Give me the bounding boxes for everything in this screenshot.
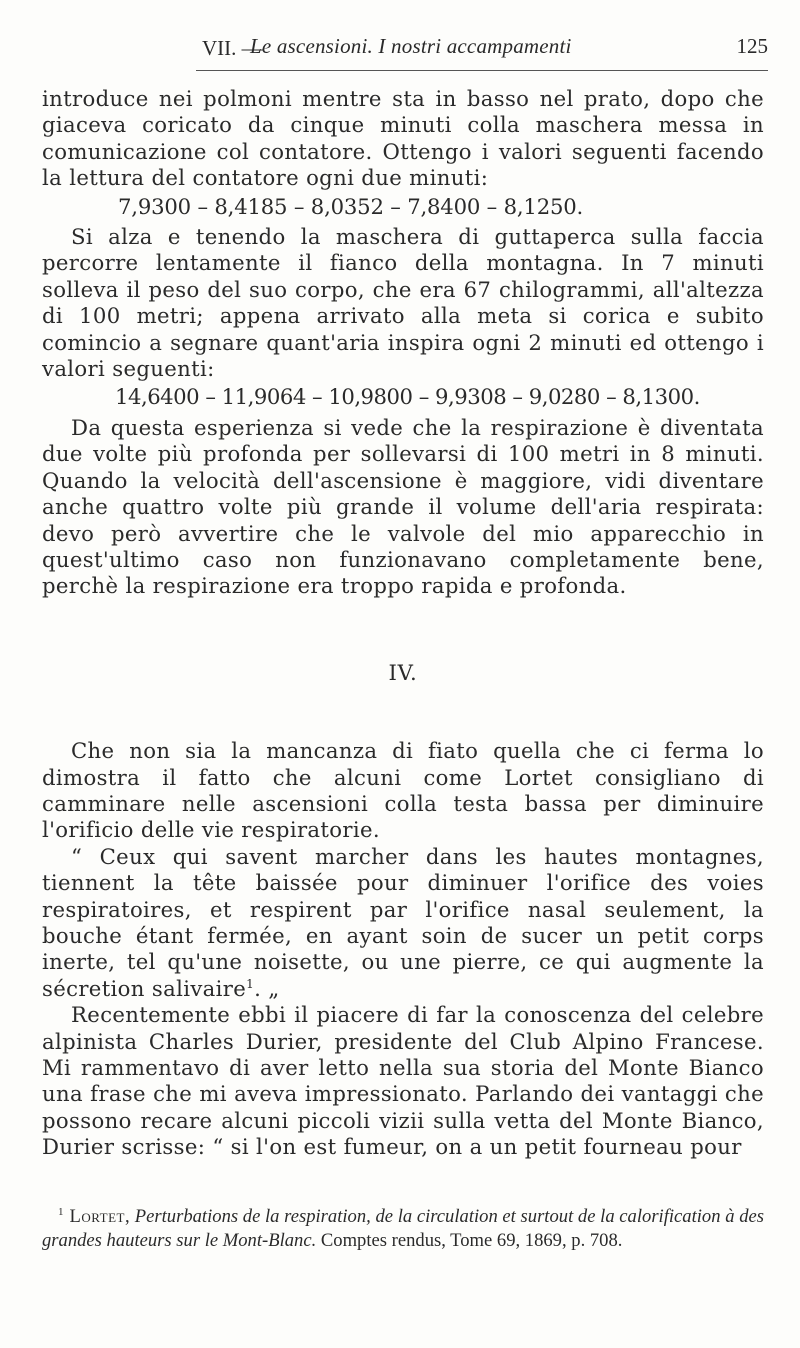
footnote-number: 1 <box>58 1205 64 1218</box>
footnote-author: Lortet, <box>69 1206 131 1227</box>
footnote-title: Perturbations de la respiration, de la circulation et surtout de la calorification à des grandes hauteurs sur le Mont-Blanc. <box>42 1206 764 1251</box>
paragraph: Si alza e tenendo la maschera di guttaperca sulla faccia percorre lentamente il fianco della montagna. In 7 minuti solleva il peso del suo corpo, che era 67 chilogrammi, all'altezza di 100 metri; appena arrivato alla meta si corica e subito comincio a segnare quant'aria inspira ogni 2 minuti ed ottengo i valori seguenti: <box>42 224 764 382</box>
measurement-values: 14,6400 – 11,9064 – 10,9800 – 9,9308 – 9,0280 – 8,1300. <box>115 384 700 410</box>
footnote <box>42 1205 764 1252</box>
paragraph: Recentemente ebbi il piacere di far la conoscenza del celebre alpinista Charles Durier, presidente del Club Alpino Francese. Mi rammentavo di aver letto nella sua storia del Monte Bianco una frase che mi aveva impressionato. Parlando dei vantaggi che possono recare alcuni piccoli vizii sulla vetta del Monte Bianco, Durier scrisse: “ si l'on est fumeur, on a un petit fourneau pour <box>42 1002 764 1160</box>
footnotes <box>42 1205 764 1252</box>
paragraph: introduce nei polmoni mentre sta in basso nel prato, dopo che giaceva coricato da cinque minuti colla maschera messa in comunicazione col contatore. Ottengo i valori seguenti facendo la lettura del contatore ogni due minuti: <box>42 86 764 191</box>
footnote-source: Comptes rendus, Tome 69, 1869, p. 708. <box>320 1229 623 1251</box>
quotation-end: . „ <box>254 975 280 1001</box>
footnote-reference[interactable]: 1 <box>246 976 255 991</box>
section-heading: IV. <box>388 659 418 685</box>
header-rule <box>196 70 768 71</box>
quotation-paragraph <box>42 844 764 1002</box>
main-text <box>42 86 764 1161</box>
page-number: 125 <box>736 34 768 58</box>
chapter-number: VII. — <box>202 36 263 60</box>
paragraph: Che non sia la mancanza di fiato quella che ci ferma lo dimostra il fatto che alcuni come Lortet consigliano di camminare nelle ascensioni colla testa bassa per diminuire l'orificio delle vie respiratorie. <box>42 738 764 843</box>
running-header <box>190 30 768 66</box>
quotation-text: “ Ceux qui savent marcher dans les hautes montagnes, tiennent la tête baissée pour diminuer l'orifice des voies respiratoires, et respirent par l'orifice nasal seulement, la bouche étant fermée, en ayant soin de sucer un petit corps inerte, tel qu'une noisette, ou une pierre, ce qui augmente la sécretion salivaire <box>42 843 764 1001</box>
paragraph: Da questa esperienza si vede che la respirazione è diventata due volte più profonda per sollevarsi di 100 metri in 8 minuti. Quando la velocità dell'ascensione è maggiore, vidi diventare anche quattro volte più grande il volume dell'aria respirata: devo però avvertire che le valvole del mio apparecchio in quest'ultimo caso non funzionavano completamente bene, perchè la respirazione era troppo rapida e profonda. <box>42 414 764 599</box>
measurement-values: 7,9300 – 8,4185 – 8,0352 – 7,8400 – 8,1250. <box>118 193 584 219</box>
running-title: Le ascensioni. I nostri accampamenti <box>250 34 572 58</box>
